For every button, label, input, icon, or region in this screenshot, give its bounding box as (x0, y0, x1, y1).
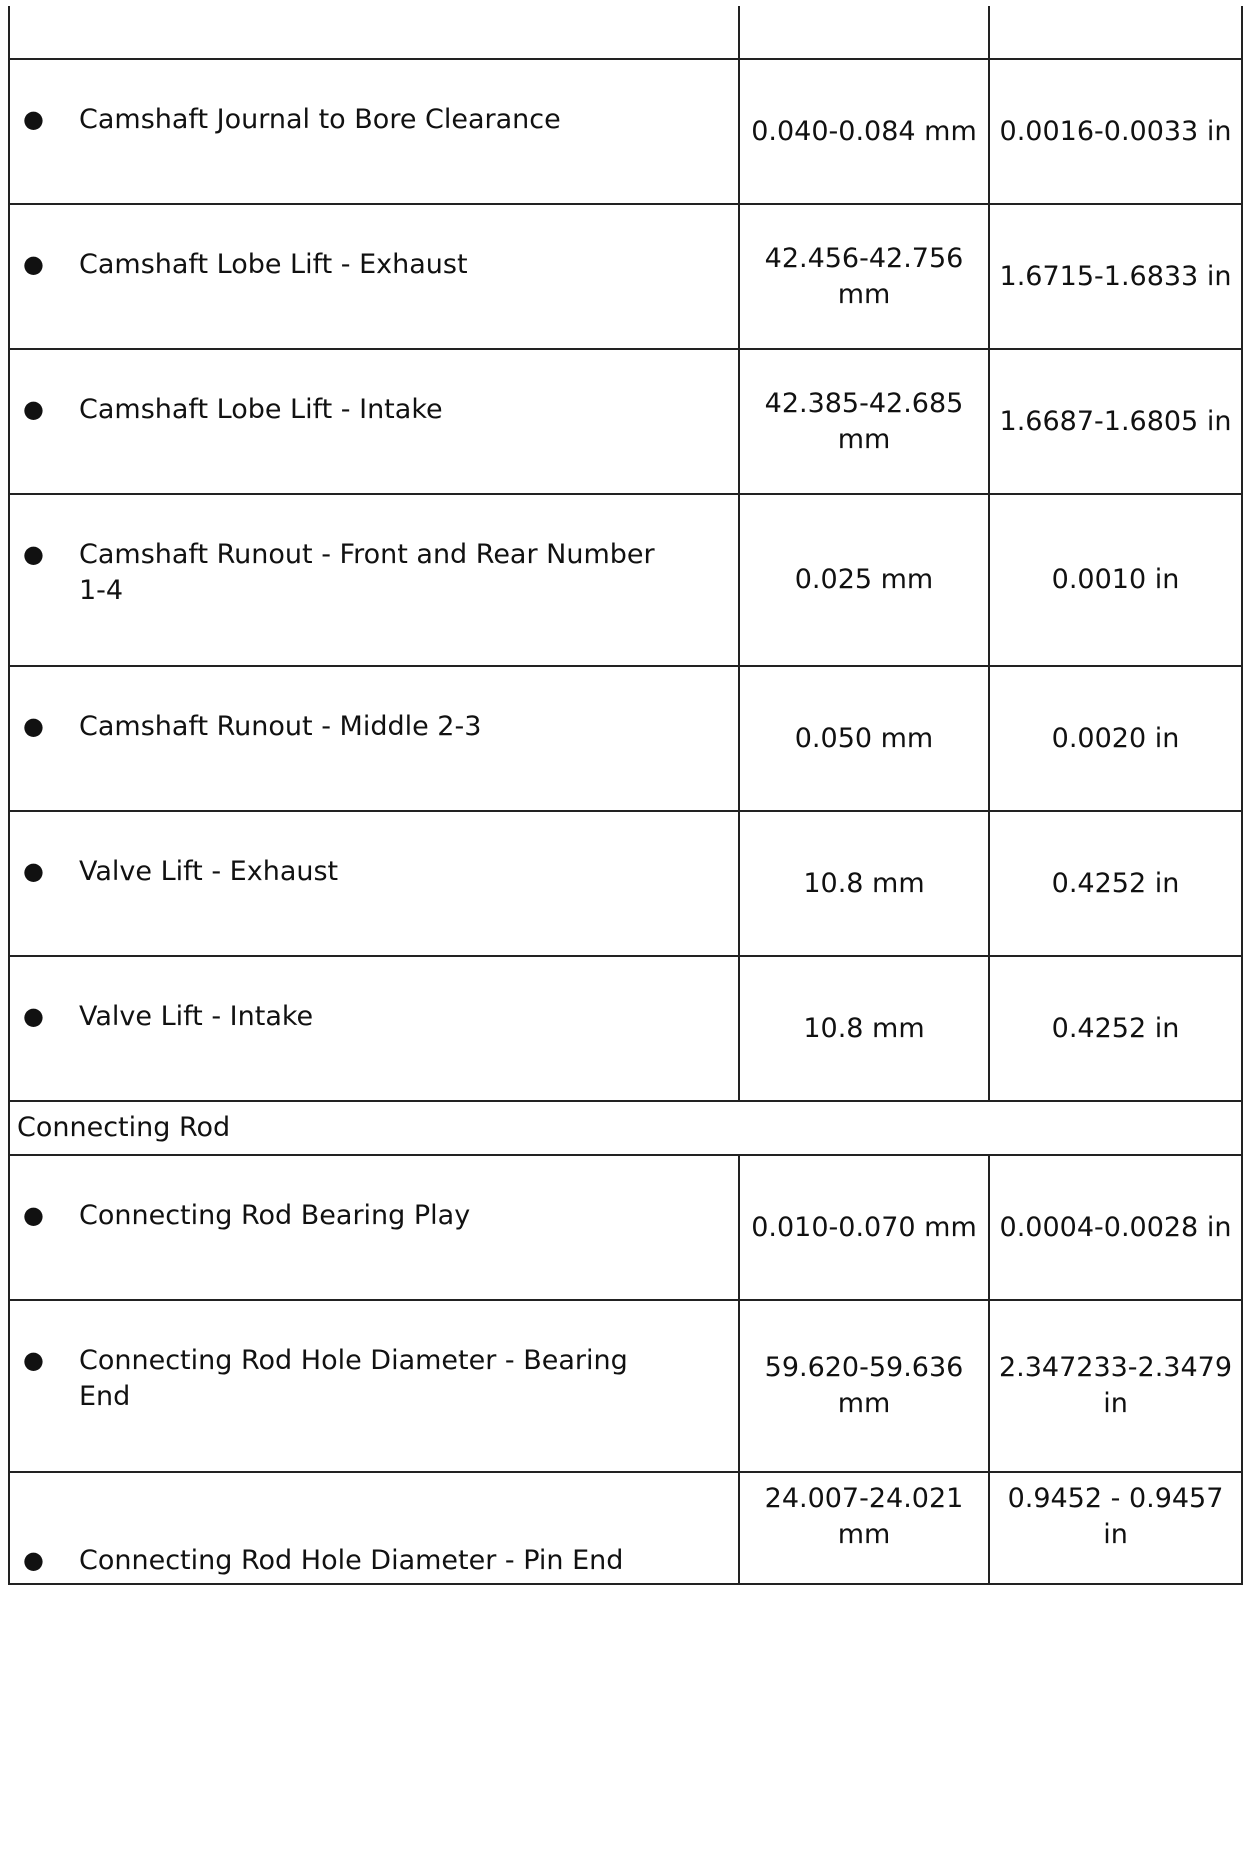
spec-name-cell (9, 204, 739, 349)
metric-value-cell (739, 956, 989, 1101)
spec-name: Valve Lift - Intake (79, 1001, 314, 1032)
section-row (9, 1101, 1242, 1155)
metric-value-cell (739, 59, 989, 204)
imperial-value-cell (989, 204, 1242, 349)
table-row (9, 59, 1242, 204)
spec-name: Camshaft Runout - Front and Rear Number 1-4 (79, 539, 655, 606)
spec-name-cell (9, 349, 739, 494)
spec-name: Camshaft Lobe Lift - Exhaust (79, 249, 468, 280)
imperial-value: 0.0010 in (1051, 564, 1180, 596)
table-cell (9, 6, 739, 59)
imperial-value-cell (989, 1155, 1242, 1300)
section-heading: Connecting Rod (17, 1112, 231, 1144)
imperial-value: 0.4252 in (1051, 867, 1180, 899)
bullet-icon: ● (23, 1346, 44, 1374)
imperial-value-cell (989, 349, 1242, 494)
metric-value: 0.040-0.084 mm (751, 115, 977, 147)
bullet-icon: ● (23, 1201, 44, 1229)
metric-value-cell (739, 494, 989, 666)
imperial-value-cell (989, 494, 1242, 666)
spec-name: Camshaft Journal to Bore Clearance (79, 104, 561, 135)
table-cell (739, 6, 989, 59)
metric-value: 10.8 mm (803, 867, 925, 899)
table-row (9, 1472, 1242, 1584)
imperial-value-cell (989, 1300, 1242, 1472)
metric-value: 42.456-42.756 mm (764, 242, 964, 310)
spec-name-cell (9, 811, 739, 956)
spec-name: Valve Lift - Exhaust (79, 856, 339, 887)
imperial-value: 0.0016-0.0033 in (999, 115, 1232, 147)
metric-value: 0.025 mm (794, 564, 934, 596)
imperial-value-cell (989, 956, 1242, 1101)
spec-name-cell (9, 1155, 739, 1300)
section-heading-cell (9, 1101, 1242, 1155)
specification-table (8, 6, 1243, 1585)
metric-value: 42.385-42.685 mm (764, 387, 964, 455)
table-row (9, 666, 1242, 811)
metric-value: 0.010-0.070 mm (751, 1211, 977, 1243)
metric-value: 10.8 mm (803, 1012, 925, 1044)
imperial-value: 1.6715-1.6833 in (999, 260, 1232, 292)
metric-value-cell (739, 349, 989, 494)
bullet-icon: ● (23, 105, 44, 133)
spec-name: Connecting Rod Hole Diameter - Pin End (79, 1545, 624, 1576)
table-row (9, 204, 1242, 349)
imperial-value: 2.347233-2.3479 in (998, 1352, 1233, 1419)
spec-name: Connecting Rod Hole Diameter - Bearing End (79, 1345, 628, 1412)
metric-value-cell (739, 666, 989, 811)
bullet-icon: ● (23, 712, 44, 740)
imperial-value-cell (989, 811, 1242, 956)
spec-name-cell (9, 494, 739, 666)
metric-value-cell (739, 1300, 989, 1472)
imperial-value: 0.0020 in (1051, 722, 1180, 754)
metric-value-cell (739, 1155, 989, 1300)
metric-value-cell (739, 811, 989, 956)
bullet-icon: ● (23, 540, 44, 568)
table-row (9, 349, 1242, 494)
imperial-value: 0.9452 - 0.9457 in (1007, 1483, 1224, 1550)
imperial-value: 0.4252 in (1051, 1012, 1180, 1044)
bullet-icon: ● (23, 395, 44, 423)
table-row (9, 494, 1242, 666)
metric-value: 24.007-24.021 mm (764, 1483, 964, 1550)
imperial-value-cell (989, 59, 1242, 204)
imperial-value-cell (989, 1472, 1242, 1584)
imperial-value: 1.6687-1.6805 in (999, 405, 1232, 437)
spec-name-cell (9, 1472, 739, 1584)
spec-name-cell (9, 666, 739, 811)
metric-value: 59.620-59.636 mm (764, 1352, 964, 1419)
metric-value: 0.050 mm (794, 722, 934, 754)
bullet-icon: ● (23, 250, 44, 278)
spec-name-cell (9, 59, 739, 204)
spec-name: Camshaft Runout - Middle 2-3 (79, 711, 482, 742)
bullet-icon: ● (23, 857, 44, 885)
table-cell (989, 6, 1242, 59)
spec-name-cell (9, 1300, 739, 1472)
table-row-partial (9, 6, 1242, 59)
spec-name-cell (9, 956, 739, 1101)
spec-name: Camshaft Lobe Lift - Intake (79, 394, 443, 425)
imperial-value: 0.0004-0.0028 in (999, 1211, 1232, 1243)
table-row (9, 811, 1242, 956)
spec-name: Connecting Rod Bearing Play (79, 1200, 471, 1231)
bullet-icon: ● (23, 1002, 44, 1030)
table-row (9, 1155, 1242, 1300)
table-row (9, 1300, 1242, 1472)
bullet-icon: ● (23, 1546, 44, 1574)
metric-value-cell (739, 1472, 989, 1584)
table-row (9, 956, 1242, 1101)
imperial-value-cell (989, 666, 1242, 811)
metric-value-cell (739, 204, 989, 349)
